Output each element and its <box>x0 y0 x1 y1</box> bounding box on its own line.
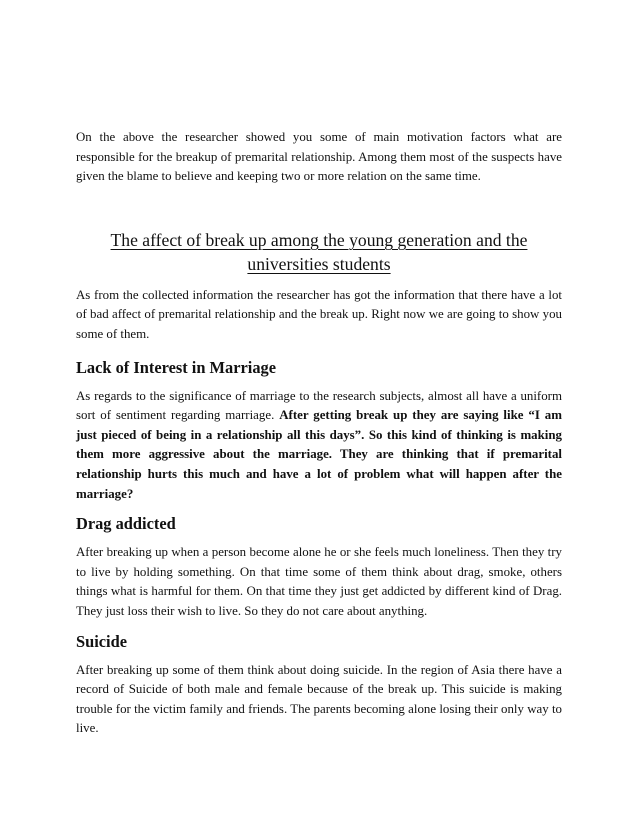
paragraph-lack-of-interest-plain: As regards to the significance of marriage to the research subjects, almost all have a uniform sort of sentiment regarding marriage. <box>76 388 562 423</box>
title-paragraph: As from the collected information the researcher has got the information that there have a lot of bad affect of premarital relationship and the break up. Right now we are going to show you some of them. <box>76 287 562 341</box>
paragraph-drag-addicted: After breaking up when a person become alone he or she feels much loneliness. Then they try to live by holding something. On that time some of them think about drag, smoke, others things what is harmful for them. On that time they just get addicted by different kind of Drag. They just loss their wish to live. So they do not care about anything. <box>76 545 562 618</box>
paragraph-lack-of-interest <box>76 387 562 505</box>
section-title: The affect of break up among the young generation and the universities students <box>110 229 528 274</box>
heading-suicide: Suicide <box>76 631 128 651</box>
heading-drag-addicted: Drag addicted <box>76 514 176 534</box>
paragraph-suicide: After breaking up some of them think about doing suicide. In the region of Asia there have a record of Suicide of both male and female because of the break up. This suicide is making trouble for the victim family and friends. The parents becoming alone losing their only way to live. <box>76 662 562 736</box>
intro-paragraph: On the above the researcher showed you some of main motivation factors what are responsible for the breakup of premarital relationship. Among them most of the suspects have given the blame to believe and keeping two or more relation on the same time. <box>76 130 562 184</box>
paragraph-lack-of-interest-bold: After getting break up they are saying like “I am just pieced of being in a relationship all this days”. So this kind of thinking is making them more aggressive about the marriage. They are thinking that if premarital relationship hurts this much and have a lot of problem what will happen after the marriage? <box>76 408 562 501</box>
heading-lack-of-interest: Lack of Interest in Marriage <box>76 357 276 377</box>
document-page <box>76 128 562 739</box>
